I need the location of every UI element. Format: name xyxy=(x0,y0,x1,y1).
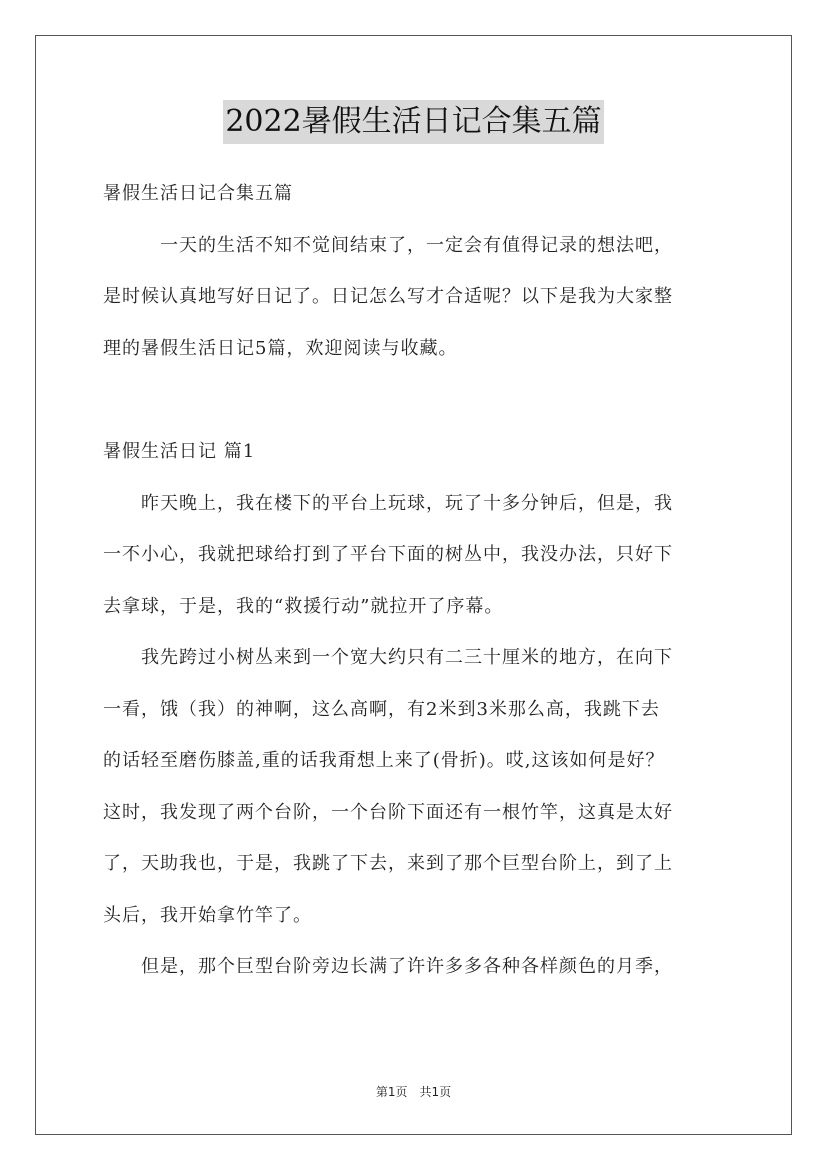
intro-paragraph xyxy=(103,230,733,385)
intro-line: 一天的生活不知不觉间结束了，一定会有值得记录的想法吧， xyxy=(103,234,673,256)
paragraph-line: 头后，我开始拿竹竿了。 xyxy=(103,904,312,926)
section-heading: 暑假生活日记 篇1 xyxy=(103,441,256,462)
document-title: 2022暑假生活日记合集五篇 xyxy=(223,100,603,144)
paragraph-line: 一不小心，我就把球给打到了平台下面的树丛中，我没办法，只好下 xyxy=(103,544,673,565)
page-footer: 第1页 共1页 xyxy=(375,1085,452,1099)
paragraph-gap xyxy=(103,384,733,436)
intro-line: 理的暑假生活日记5篇，欢迎阅读与收藏。 xyxy=(103,337,458,359)
paragraph-3 xyxy=(103,951,733,1003)
intro-line: 是时候认真地写好日记了。日记怎么写才合适呢？以下是我为大家整 xyxy=(103,286,673,307)
paragraph-line: 了，天助我也，于是，我跳了下去，来到了那个巨型台阶上，到了上 xyxy=(103,853,673,874)
paragraph-line: 去拿球，于是，我的“救援行动”就拉开了序幕。 xyxy=(103,595,504,617)
document-body xyxy=(103,178,733,1003)
paragraph-line: 昨天晚上，我在楼下的平台上玩球，玩了十多分钟后，但是，我 xyxy=(103,492,673,514)
paragraph-2 xyxy=(103,642,733,951)
paragraph-line: 这时，我发现了两个台阶，一个台阶下面还有一根竹竿，这真是太好 xyxy=(103,801,673,823)
document-title-container xyxy=(0,100,827,144)
paragraph-line: 一看，饿（我）的神啊，这么高啊，有2米到3米那么高，我跳下去 xyxy=(103,698,660,720)
paragraph-line: 我先跨过小树丛来到一个宽大约只有二三十厘米的地方，在向下 xyxy=(103,647,673,668)
subtitle: 暑假生活日记合集五篇 xyxy=(103,183,293,204)
paragraph-1 xyxy=(103,488,733,643)
paragraph-line: 的话轻至磨伤膝盖,重的话我甭想上来了(骨折)。哎,这该如何是好？ xyxy=(103,750,665,771)
paragraph-line: 但是，那个巨型台阶旁边长满了许许多多各种各样颜色的月季， xyxy=(103,956,673,977)
